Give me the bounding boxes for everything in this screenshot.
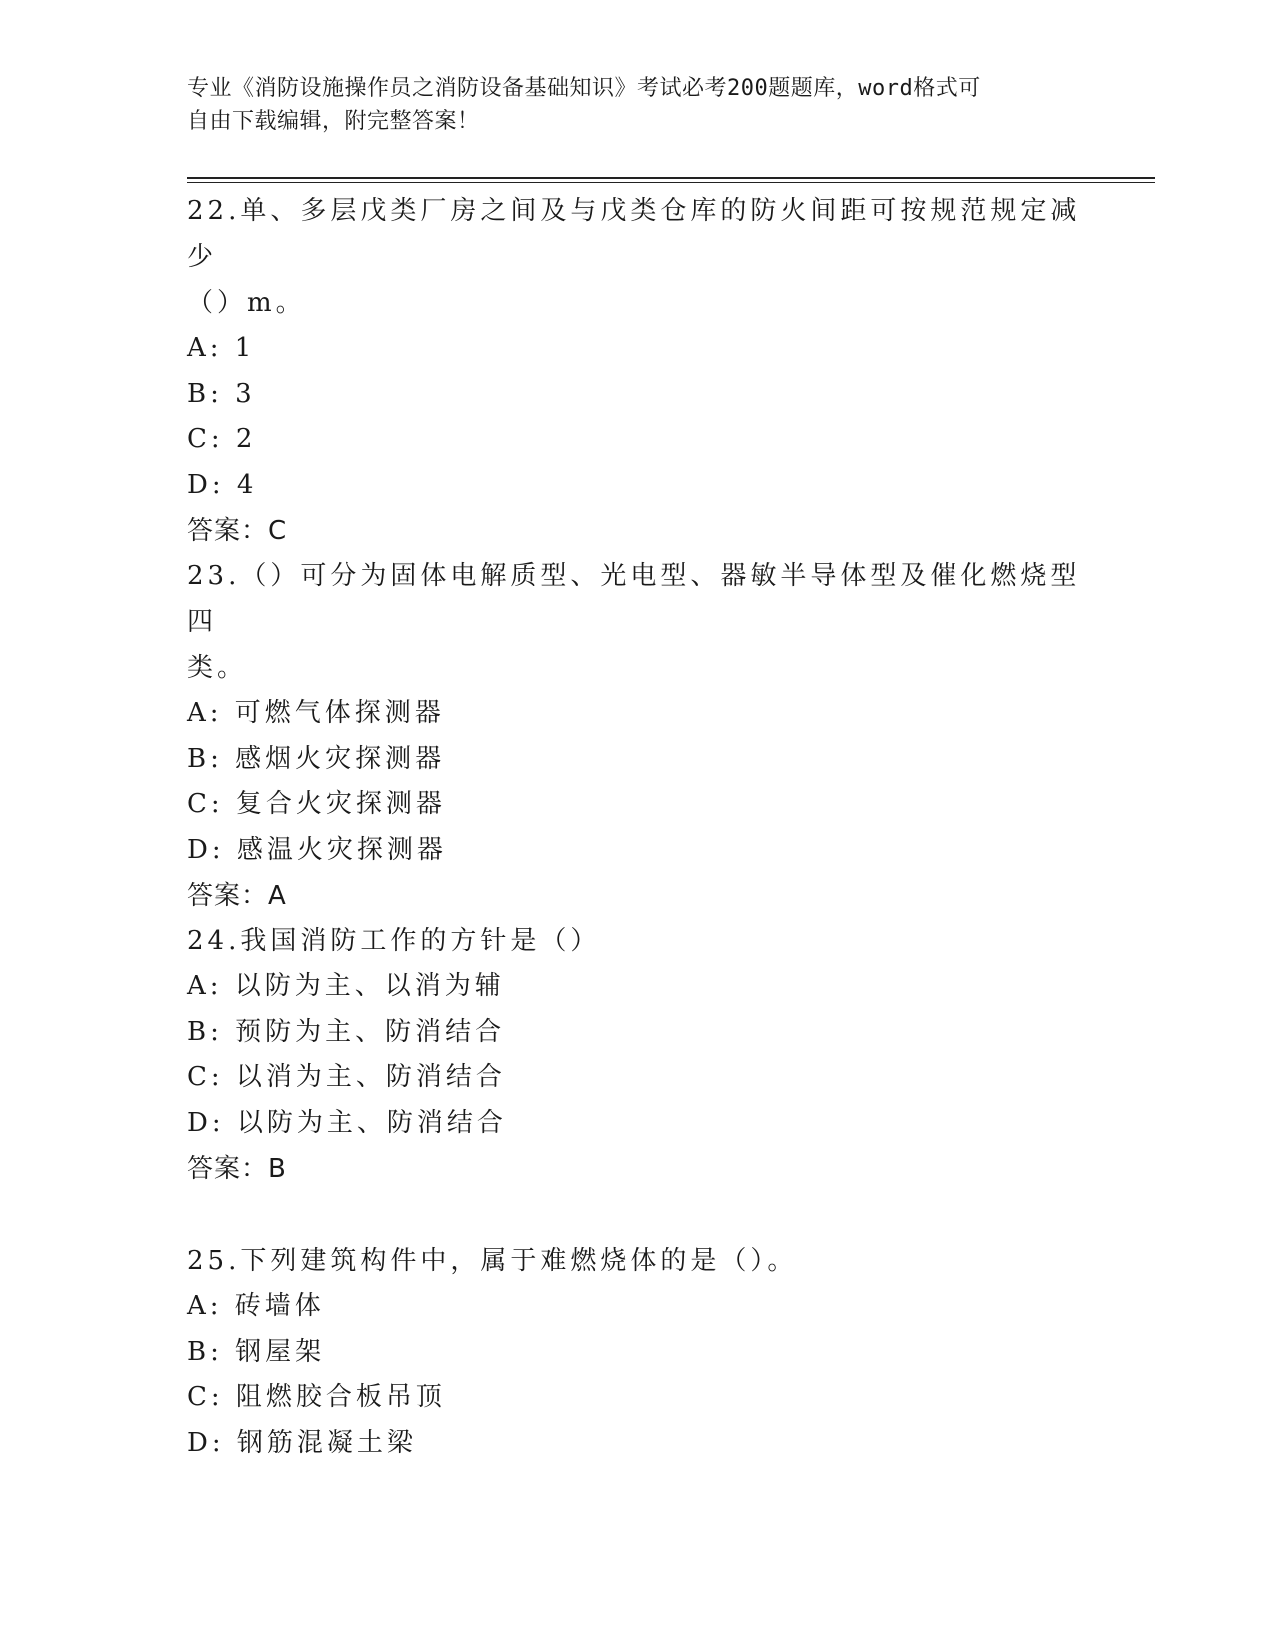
option-a: A: 砖墙体	[187, 1291, 325, 1321]
option-c: C: 阻燃胶合板吊顶	[187, 1382, 446, 1412]
option-c: C: 2	[187, 424, 257, 454]
header-divider-thick	[187, 177, 1155, 179]
option-d: D: 钢筋混凝土梁	[187, 1427, 417, 1458]
answer: 答案：C	[187, 516, 288, 546]
option-d: D: 感温火灾探测器	[187, 834, 447, 865]
question-stem: 23.（）可分为固体电解质型、光电型、器敏半导体型及催化燃烧型四	[187, 561, 1081, 637]
question-stem: 25.下列建筑构件中，属于难燃烧体的是（）。	[187, 1246, 798, 1276]
answer: 答案：B	[187, 1154, 287, 1184]
header-line-2: 自由下载编辑，附完整答案！	[187, 109, 480, 134]
question-25	[187, 1238, 1087, 1466]
question-23	[187, 553, 1087, 919]
question-24	[187, 918, 1087, 1192]
question-stem: 22.单、多层戊类厂房之间及与戊类仓库的防火间距可按规范规定减少	[187, 196, 1081, 272]
option-a: A: 1	[187, 333, 256, 363]
question-stem-continued: （）m。	[187, 288, 306, 318]
option-d: D: 以防为主、防消结合	[187, 1107, 507, 1138]
answer: 答案：A	[187, 881, 287, 911]
option-b: B: 感烟火灾探测器	[187, 743, 446, 774]
question-22	[187, 188, 1087, 554]
option-a: A: 可燃气体探测器	[187, 698, 445, 728]
option-c: C: 复合火灾探测器	[187, 789, 446, 819]
option-c: C: 以消为主、防消结合	[187, 1062, 506, 1092]
option-b: B: 钢屋架	[187, 1336, 326, 1367]
document-header	[187, 72, 1067, 138]
option-d: D: 4	[187, 469, 258, 500]
option-b: B: 3	[187, 378, 256, 409]
header-divider-thin	[187, 182, 1155, 183]
header-line-1: 专业《消防设施操作员之消防设备基础知识》考试必考200题题库，word格式可	[187, 76, 981, 101]
question-stem: 24.我国消防工作的方针是（）	[187, 926, 601, 956]
option-a: A: 以防为主、以消为辅	[187, 971, 505, 1001]
question-stem-continued: 类。	[187, 653, 248, 683]
option-b: B: 预防为主、防消结合	[187, 1016, 506, 1047]
